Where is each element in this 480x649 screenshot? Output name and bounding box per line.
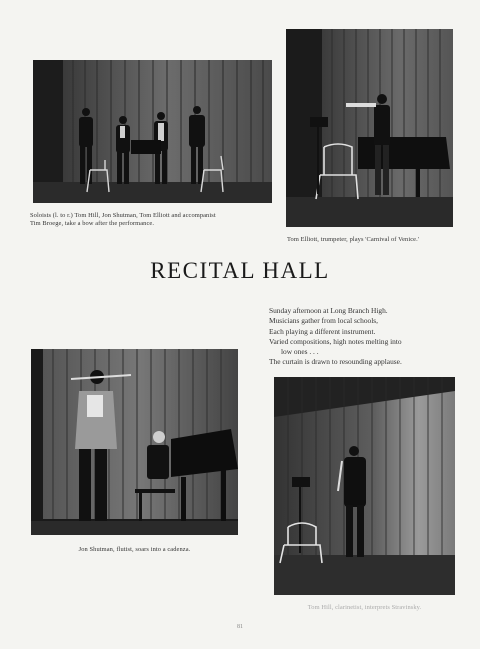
caption-clarinetist: Tom Hill, clarinetist, interprets Stravinsky. [307, 604, 422, 611]
caption-line: Soloists (l. to r.) Tom Hill, Jon Shutman, Tom Elliott and accompanist [30, 212, 216, 219]
page-number: 81 [237, 624, 243, 630]
caption-trumpeter: Tom Elliott, trumpeter, plays 'Carnival of Venice.' [287, 236, 420, 243]
poem-line: low ones . . . [281, 347, 319, 357]
photo-soloists-bow [33, 60, 272, 203]
photo-flutist [31, 349, 238, 535]
photo-clarinetist [274, 377, 455, 595]
poem-line: Sunday afternoon at Long Branch High. [269, 306, 388, 315]
poem-line: The curtain is drawn to resounding applause. [269, 357, 402, 367]
caption-flutist: Jon Shutman, flutist, soars into a cadenza. [78, 546, 191, 553]
caption-line: Tim Broege, take a bow after the performance. [30, 220, 155, 227]
poem-line: Each playing a different instrument. [269, 326, 376, 336]
photo-trumpeter [286, 29, 453, 227]
caption-soloists-bow [30, 212, 280, 228]
poem [269, 306, 402, 368]
poem-line: Varied compositions, high notes melting into [269, 336, 402, 346]
page-title: RECITAL HALL [150, 258, 330, 283]
poem-line: Musicians gather from local schools, [269, 316, 378, 326]
